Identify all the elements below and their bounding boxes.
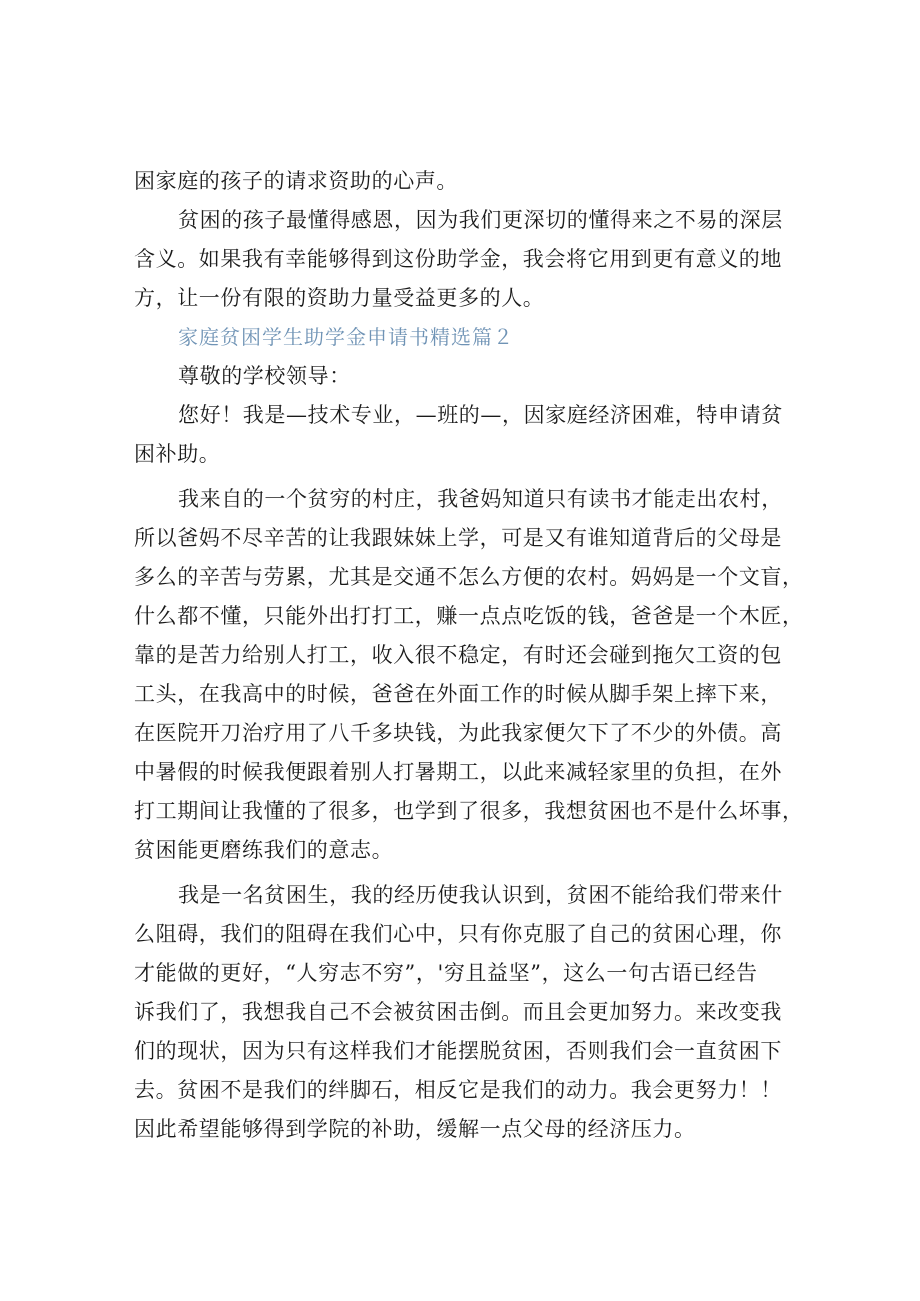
document-body <box>134 162 804 1149</box>
text-line: 所以爸妈不尽辛苦的让我跟妹妹上学，可是又有谁知道背后的父母是 <box>134 526 782 550</box>
paragraph-determination <box>134 876 790 1149</box>
text-line: 才能做的更好，“人穷志不穷”，'穷且益坚”，这么一句古语已经告 <box>134 961 758 985</box>
section-heading: 家庭贫困学生助学金申请书精选篇２ <box>178 325 514 349</box>
text-line: 中暑假的时候我便跟着别人打暑期工，以此来减轻家里的负担，在外 <box>134 760 782 784</box>
paragraph-continuation <box>134 162 790 201</box>
text-line: 您好！我是—技术专业，—班的—，因家庭经济困难，特申请贫 <box>178 403 783 427</box>
text-line: 困家庭的孩子的请求资助的心声。 <box>134 169 458 193</box>
text-line: 我来自的一个贫穷的村庄，我爸妈知道只有读书才能走出农村， <box>178 487 783 511</box>
text-line: 什么都不懂，只能外出打打工，赚一点点吃饭的钱，爸爸是一个木匠， <box>134 604 804 628</box>
text-line: 去。贫困不是我们的绊脚石，相反它是我们的动力。我会更努力！！ <box>134 1078 782 1102</box>
text-line: 诉我们了，我想我自己不会被贫困击倒。而且会更加努力。来改变我 <box>134 1000 782 1024</box>
text-line: 么阻碍，我们的阻碍在我们心中，只有你克服了自己的贫困心理，你 <box>134 922 782 946</box>
salutation: 尊敬的学校领导： <box>178 364 351 388</box>
text-line: 们的现状，因为只有这样我们才能摆脱贫困，否则我们会一直贫困下 <box>134 1039 782 1063</box>
text-line: 方，让一份有限的资助力量受益更多的人。 <box>134 286 545 310</box>
text-line: 工头，在我高中的时候，爸爸在外面工作的时候从脚手架上摔下来， <box>134 682 782 706</box>
text-line: 我是一名贫困生，我的经历使我认识到，贫困不能给我们带来什 <box>178 883 783 907</box>
text-line: 贫困的孩子最懂得感恩，因为我们更深切的懂得来之不易的深层 <box>178 208 783 232</box>
text-line: 含义。如果我有幸能够得到这份助学金，我会将它用到更有意义的地 <box>134 247 782 271</box>
text-line: 在医院开刀治疗用了八千多块钱，为此我家便欠下了不少的外债。高 <box>134 721 782 745</box>
text-line: 因此希望能够得到学院的补助，缓解一点父母的经济压力。 <box>134 1117 696 1141</box>
text-line: 打工期间让我懂的了很多，也学到了很多，我想贫困也不是什么坏事， <box>134 799 804 823</box>
paragraph-greeting <box>134 396 790 474</box>
paragraph-background <box>134 480 804 870</box>
text-line: 多么的辛苦与劳累，尤其是交通不怎么方便的农村。妈妈是一个文盲， <box>134 565 804 589</box>
text-line: 贫困能更磨练我们的意志。 <box>134 838 394 862</box>
text-line: 靠的是苦力给别人打工，收入很不稳定，有时还会碰到拖欠工资的包 <box>134 643 782 667</box>
text-line: 困补助。 <box>134 442 221 466</box>
paragraph-gratitude <box>134 201 790 318</box>
